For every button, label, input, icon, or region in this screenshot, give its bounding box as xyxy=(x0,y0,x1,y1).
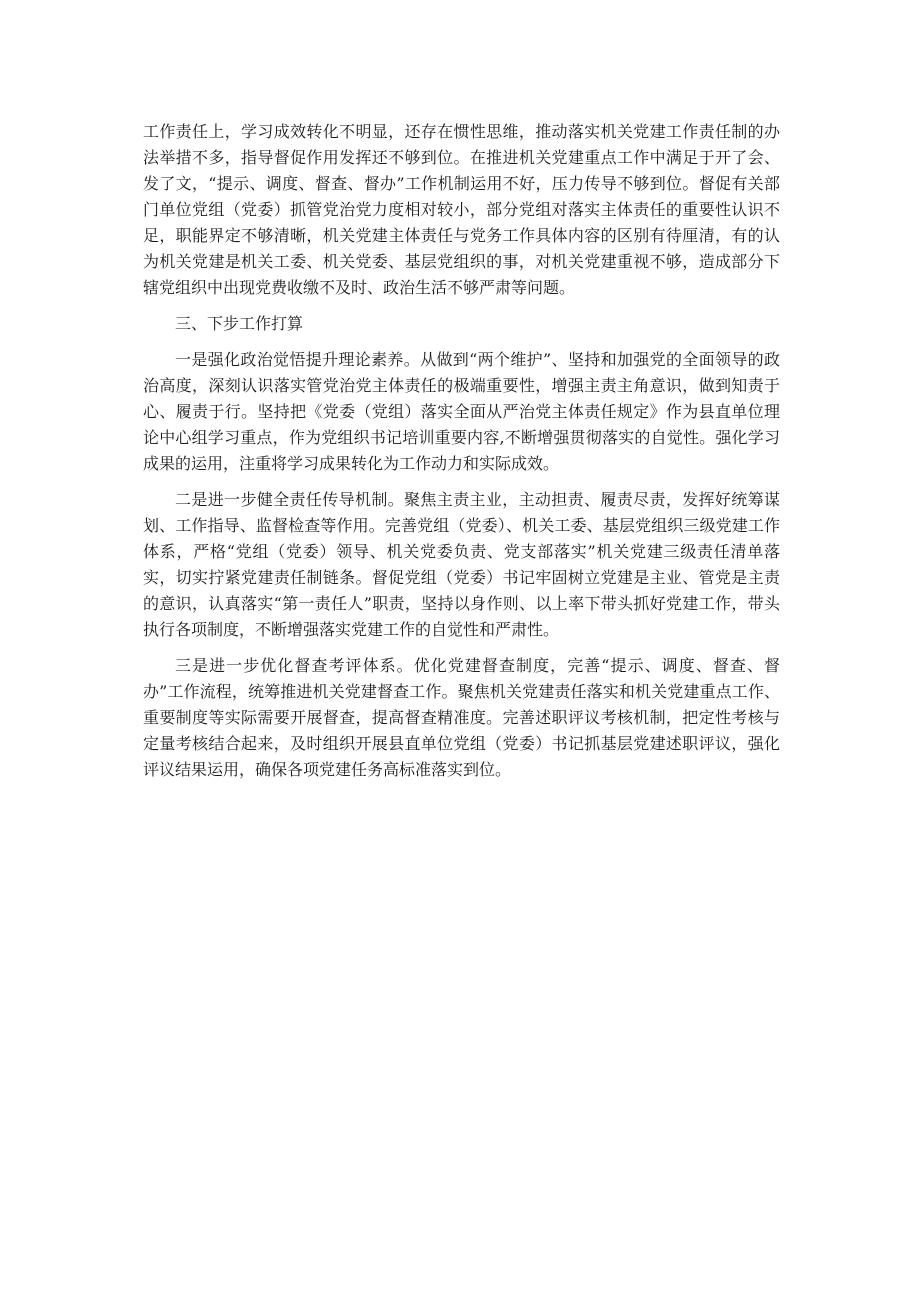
paragraph-responsibility-mechanism: 二是进一步健全责任传导机制。聚焦主责主业，主动担责、履责尽责，发挥好统筹谋划、工作指导、监督检查等作用。完善党组（党委）、机关工委、基层党组织三级党建工作体系，严格“党组（党委）领导、机关党委负责、党支部落实”机关党建三级责任清单落实，切实拧紧党建责任制链条。督促党组（党委）书记牢固树立党建是主业、管党是主责的意识，认真落实“第一责任人”职责，坚持以身作则、以上率下带头抓好党建工作，带头执行各项制度，不断增强落实党建工作的自觉性和严肃性。 xyxy=(143,490,780,639)
paragraph-strengthen-political-awareness: 一是强化政治觉悟提升理论素养。从做到“两个维护”、坚持和加强党的全面领导的政治高度，深刻认识落实管党治党主体责任的极端重要性，增强主责主角意识，做到知责于心、履责于行。坚持把《党委（党组）落实全面从严治党主体责任规定》作为县直单位理论中心组学习重点，作为党组织书记培训重要内容,不断增强贯彻落实的自觉性。强化学习成果的运用，注重将学习成果转化为工作动力和实际成效。 xyxy=(143,350,780,473)
document-body xyxy=(143,119,780,793)
section-heading: 三、下步工作打算 xyxy=(175,314,304,333)
continuation-paragraph: 工作责任上，学习成效转化不明显，还存在惯性思维，推动落实机关党建工作责任制的办法举措不多，指导督促作用发挥还不够到位。在推进机关党建重点工作中满足于开了会、发了文，“提示、调度、督查、督办”工作机制运用不好，压力传导不够到位。督促有关部门单位党组（党委）抓管党治党力度相对较小，部分党组对落实主体责任的重要性认识不足，职能界定不够清晰，机关党建主体责任与党务工作具体内容的区别有待厘清，有的认为机关党建是机关工委、机关党委、基层党组织的事，对机关党建重视不够，造成部分下辖党组织中出现党费收缴不及时、政治生活不够严肃等问题。 xyxy=(143,122,780,297)
paragraph-supervision-evaluation: 三是进一步优化督查考评体系。优化党建督查制度，完善“提示、调度、督查、督办”工作流程，统筹推进机关党建督查工作。聚焦机关党建责任落实和机关党建重点工作、重要制度等实际需要开展督查，提高督查精准度。完善述职评议考核机制，把定性考核与定量考核结合起来，及时组织开展县直单位党组（党委）书记抓基层党建述职评议，强化评议结果运用，确保各项党建任务高标准落实到位。 xyxy=(143,656,780,779)
